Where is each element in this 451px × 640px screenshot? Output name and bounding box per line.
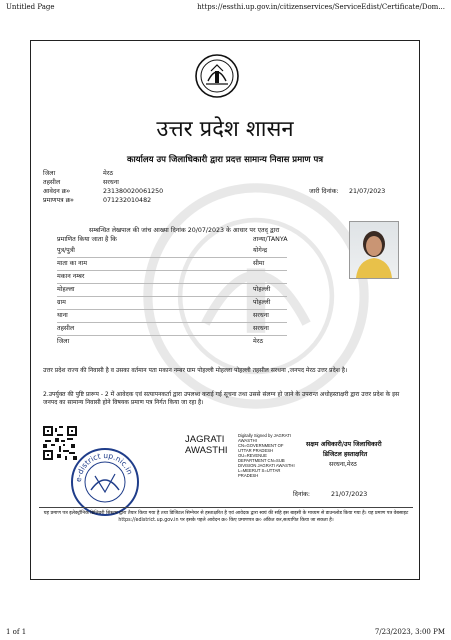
details-intro: सम्बन्धित लेखपाल की जांच आख्या दिनांक 20/07/2023 के आधार पर एतद् द्वारा — [89, 227, 280, 234]
person-photo-icon — [350, 222, 398, 278]
officer-digital-sign: डिजिटल हस्ताक्षरित — [323, 451, 368, 458]
issue-date: 21/07/2023 — [349, 188, 386, 195]
verification-paragraph: 2.उपर्युक्त की पुष्टि प्रारूप - 2 में आवेदक एवं सत्यापनकर्ता द्वारा उपलब्ध कराई गई सूचना तथा उससे संलग्न हो जाने के उपरान्त अधोहस्ताक्षरी द्वारा उत्तर प्रदेश के इस जनपद का सामान्य निवासी होने विषयक प्रमाण पत्र निर्गत किया जा रहा है। — [43, 391, 400, 406]
tehsil-label: तहसील — [43, 179, 61, 186]
district-value: मेरठ — [103, 170, 113, 177]
detail-label: माता का नाम — [57, 260, 87, 267]
district-label: जिला — [43, 170, 56, 177]
certificate-no-value: 071232010482 — [103, 197, 152, 204]
govt-title: उत्तर प्रदेश शासन — [156, 117, 294, 142]
seal-text: e-district up.nic.in — [73, 450, 135, 483]
tehsil-value: सरधना — [103, 179, 119, 186]
row-divider — [57, 257, 287, 258]
row-divider — [57, 270, 287, 271]
browser-url: https://essthi.up.gov.in/citizenservices/ServiceEdist/Certificate/Dom... — [197, 3, 445, 11]
detail-label: मकान नम्बर — [57, 273, 85, 280]
row-divider — [57, 322, 287, 323]
browser-datetime: 7/23/2023, 3:00 PM — [374, 628, 445, 636]
application-no-label: आवेदन क्र० — [43, 188, 70, 195]
detail-value: सरधना — [253, 312, 269, 319]
detail-label: मोहल्ला — [57, 286, 75, 293]
office-title: कार्यालय उप जिलाधिकारी द्वारा प्रदत्त सामान्य निवास प्रमाण पत्र — [126, 155, 324, 165]
browser-page-title: Untitled Page — [6, 3, 55, 11]
detail-value: सरधना — [253, 325, 269, 332]
detail-label: ग्राम — [57, 299, 66, 306]
detail-value: पोहल्ली — [253, 299, 271, 306]
footer-divider — [39, 507, 413, 508]
row-divider — [57, 296, 287, 297]
application-no-value: 231380020061250 — [103, 188, 164, 195]
officer-title: सक्षम अधिकारी/उप जिलाधिकारी — [306, 441, 382, 448]
detail-value: मेरठ — [253, 338, 263, 345]
sign-date: 21/07/2023 — [331, 491, 368, 498]
certificate-no-label: प्रमाणपत्र क्र० — [43, 197, 74, 204]
officer-place: सरधना,मेरठ — [329, 461, 357, 468]
detail-value: योगेन्द्र — [253, 247, 268, 254]
row-divider — [57, 309, 287, 310]
issue-date-label: जारी दिनांक: — [309, 188, 339, 195]
detail-row-district — [57, 338, 317, 350]
detail-value: तान्या/TANYA — [253, 236, 288, 243]
browser-page-count: 1 of 1 — [6, 628, 27, 636]
row-divider — [57, 283, 287, 284]
digital-signature-details: Digitally Signed by JAGRATI AWASTHI CN=GOVERNMENT OF UTTAR PRADESH OU=REVENUE DEPARTMENT CN=SUB DIVISION JAGRATI AWASTHI L=MEERUT S=UTTAR PRADESH — [238, 433, 295, 478]
signer-name: JAGRATI AWASTHI — [185, 434, 228, 456]
detail-label: पुत्र/पुत्री — [57, 247, 75, 254]
detail-label: जिला — [57, 338, 70, 345]
sign-date-label: दिनांक: — [293, 491, 311, 498]
detail-label: थाना — [57, 312, 68, 319]
up-emblem-icon — [194, 53, 240, 99]
footer-note: यह प्रमाण पत्र इलेक्ट्रॉनिक डिलिवरी सिस्टम द्वारा तैयार किया गया है तथा डिजिटल सिग्नेचर से हस्ताक्षरित है एवं आवेदक द्वारा स्वयं की सहि इस बाइसी के माध्यम से डाउनलोड किया गया है। यह प्रमाण पत्र वेबसाइट https://edistrict.up.gov.in पर इसके पहले आवेदन क्र० किए प्रमाणपत्र क्र० अंकित कर,सत्यापित किया जा सकता है। — [43, 511, 409, 523]
detail-label: तहसील — [57, 325, 75, 332]
detail-value: पोहल्ली — [253, 286, 271, 293]
applicant-photo — [349, 221, 399, 279]
detail-label: प्रमाणित किया जाता है कि — [57, 236, 117, 243]
row-divider — [57, 335, 287, 336]
detail-value: सीमा — [253, 260, 265, 267]
certificate — [30, 40, 420, 580]
residence-paragraph: उत्तर प्रदेश राज्य की निवासी है व उसका वर्तमान पता मकान नम्बर ग्राम पोहल्ली मोहल्ला पोहल्ली तहसील सरधना ,जनपद मेरठ उत्तर प्रदेश है। — [43, 367, 348, 374]
